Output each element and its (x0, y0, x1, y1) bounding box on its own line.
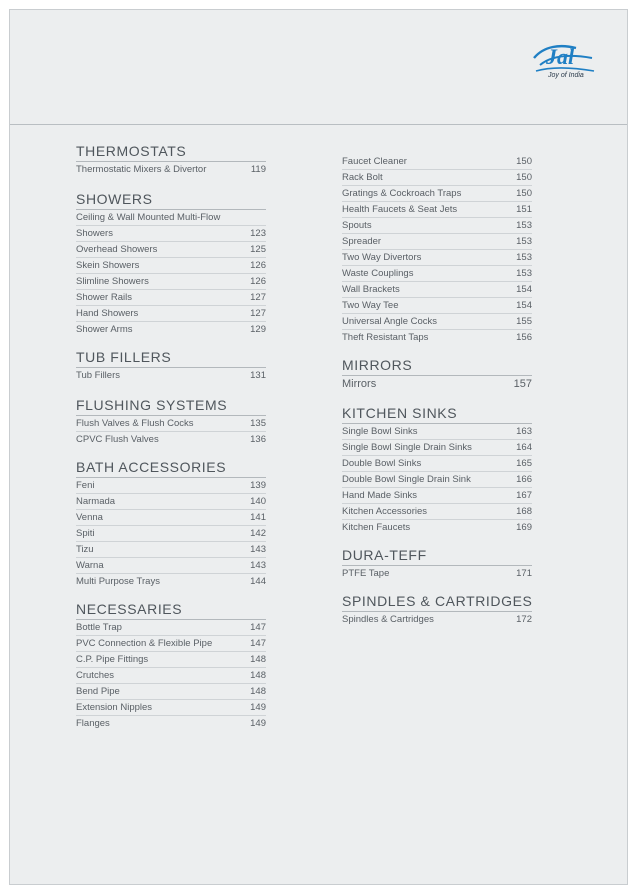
entry-page-number: 150 (516, 188, 532, 199)
entry-page-number: 149 (250, 718, 266, 729)
section-title: MIRRORS (342, 357, 532, 376)
section-spindles-cartridges (342, 593, 532, 627)
entry-title: Bend Pipe (76, 686, 120, 697)
toc-entry[interactable] (76, 368, 266, 383)
toc-entry[interactable] (342, 520, 532, 535)
entry-page-number: 157 (513, 378, 532, 390)
entry-page-number: 171 (516, 568, 532, 579)
toc-entry[interactable] (342, 202, 532, 218)
toc-entry[interactable] (342, 218, 532, 234)
toc-entry[interactable] (76, 226, 266, 242)
toc-entry[interactable] (342, 424, 532, 440)
entry-title: Two Way Tee (342, 300, 399, 311)
entry-page-number: 135 (250, 418, 266, 429)
entry-page-number: 154 (516, 284, 532, 295)
svg-text:Jal: Jal (546, 44, 575, 69)
entry-page-number: 142 (250, 528, 266, 539)
entry-title: Spreader (342, 236, 382, 247)
toc-entry[interactable] (342, 456, 532, 472)
section-title: KITCHEN SINKS (342, 405, 532, 424)
toc-entry[interactable] (76, 416, 266, 432)
section-tub-fillers (76, 349, 266, 383)
entry-title: Single Bowl Sinks (342, 426, 418, 437)
entry-title: Rack Bolt (342, 172, 383, 183)
toc-entry[interactable] (76, 258, 266, 274)
entry-title: Spouts (342, 220, 372, 231)
entry-page-number: 168 (516, 506, 532, 517)
toc-entry[interactable] (76, 478, 266, 494)
toc-entry[interactable] (342, 488, 532, 504)
entry-title: Tub Fillers (76, 370, 120, 381)
toc-entry[interactable] (76, 668, 266, 684)
entry-page-number: 140 (250, 496, 266, 507)
logo-tagline: Joy of India (548, 72, 584, 79)
entry-page-number: 149 (250, 702, 266, 713)
entry-title: Showers (76, 228, 113, 239)
toc-entry[interactable] (342, 376, 532, 391)
left-column (76, 143, 266, 731)
entry-title: Theft Resistant Taps (342, 332, 429, 343)
section-title: BATH ACCESSORIES (76, 459, 266, 478)
section-title: SHOWERS (76, 191, 266, 210)
entry-page-number: 119 (250, 164, 266, 175)
section-title: TUB FILLERS (76, 349, 266, 368)
entry-page-number: 153 (516, 268, 532, 279)
entry-page-number: 155 (516, 316, 532, 327)
entry-page-number: 156 (516, 332, 532, 343)
toc-entry[interactable] (76, 432, 266, 447)
toc-entry[interactable] (76, 542, 266, 558)
entry-page-number: 148 (250, 686, 266, 697)
jal-logo (530, 38, 600, 88)
entry-page-number: 125 (250, 244, 266, 255)
section-showers (76, 191, 266, 337)
entry-page-number: 172 (516, 614, 532, 625)
entry-title: Warna (76, 560, 104, 571)
entry-page-number: 163 (516, 426, 532, 437)
entry-title: Narmada (76, 496, 116, 507)
entry-title: Kitchen Faucets (342, 522, 411, 533)
toc-entry[interactable] (342, 504, 532, 520)
entry-page-number: 150 (516, 172, 532, 183)
entry-page-number: 153 (516, 236, 532, 247)
entry-page-number: 147 (250, 622, 266, 633)
entry-page-number: 153 (516, 252, 532, 263)
entry-title: Slimline Showers (76, 276, 149, 287)
toc-entry[interactable] (76, 574, 266, 589)
entry-title: Thermostatic Mixers & Divertor (76, 164, 207, 175)
entry-title: Gratings & Cockroach Traps (342, 188, 462, 199)
entry-title: Single Bowl Single Drain Sinks (342, 442, 472, 453)
entry-page-number: 164 (516, 442, 532, 453)
entry-title: Bottle Trap (76, 622, 122, 633)
toc-entry[interactable] (342, 298, 532, 314)
entry-title: Spiti (76, 528, 95, 539)
entry-title: Flanges (76, 718, 110, 729)
toc-entry[interactable] (76, 494, 266, 510)
toc-entry[interactable] (342, 314, 532, 330)
entry-title: CPVC Flush Valves (76, 434, 159, 445)
section-dura-teff (342, 547, 532, 581)
entry-page-number: 169 (516, 522, 532, 533)
toc-entry[interactable] (76, 306, 266, 322)
section-title: THERMOSTATS (76, 143, 266, 162)
entry-title: Mirrors (342, 378, 377, 390)
entry-title: Faucet Cleaner (342, 156, 407, 167)
toc-entry[interactable] (76, 290, 266, 306)
entry-title: Spindles & Cartridges (342, 614, 434, 625)
entry-page-number: 165 (516, 458, 532, 469)
entry-page-number: 148 (250, 670, 266, 681)
entry-page-number: 144 (250, 576, 266, 587)
entry-page-number: 127 (250, 308, 266, 319)
entry-title: C.P. Pipe Fittings (76, 654, 149, 665)
toc-entry[interactable] (342, 170, 532, 186)
entry-page-number: 153 (516, 220, 532, 231)
entry-title: Shower Arms (76, 324, 133, 335)
toc-entry[interactable] (76, 322, 266, 337)
entry-title: Extension Nipples (76, 702, 153, 713)
section-title: SPINDLES & CARTRIDGES (342, 593, 532, 612)
entry-title: Overhead Showers (76, 244, 158, 255)
entry-title: Hand Made Sinks (342, 490, 417, 501)
entry-title: Feni (76, 480, 95, 491)
entry-title: PTFE Tape (342, 568, 390, 579)
toc-entry[interactable] (76, 716, 266, 731)
toc-entry[interactable] (342, 566, 532, 581)
entry-title: Hand Showers (76, 308, 139, 319)
entry-page-number: 139 (250, 480, 266, 491)
entry-page-number: 126 (250, 276, 266, 287)
entry-title: Venna (76, 512, 103, 523)
entry-page-number: 126 (250, 260, 266, 271)
section-flushing-systems (76, 397, 266, 447)
entry-page-number: 167 (516, 490, 532, 501)
entry-page-number: 141 (250, 512, 266, 523)
entry-page-number: 129 (250, 324, 266, 335)
toc-entry[interactable] (76, 526, 266, 542)
section-bath-accessories (76, 459, 266, 589)
entry-page-number: 131 (250, 370, 266, 381)
section-necessaries (76, 601, 266, 731)
toc-entry[interactable] (76, 274, 266, 290)
entry-page-number: 143 (250, 544, 266, 555)
entry-title: Double Bowl Sinks (342, 458, 422, 469)
entry-page-number: 154 (516, 300, 532, 311)
section-subhead: Ceiling & Wall Mounted Multi-Flow (76, 210, 266, 226)
entry-page-number: 166 (516, 474, 532, 485)
toc-entry[interactable] (342, 266, 532, 282)
entry-title: PVC Connection & Flexible Pipe (76, 638, 213, 649)
header-divider (10, 124, 627, 125)
toc-entry[interactable] (342, 154, 532, 170)
entry-title: Two Way Divertors (342, 252, 422, 263)
toc-entry[interactable] (76, 242, 266, 258)
entry-title: Flush Valves & Flush Cocks (76, 418, 194, 429)
toc-entry[interactable] (76, 700, 266, 716)
entry-page-number: 147 (250, 638, 266, 649)
section-mirrors (342, 357, 532, 391)
toc-entry[interactable] (342, 472, 532, 488)
section-title: NECESSARIES (76, 601, 266, 620)
section-title: FLUSHING SYSTEMS (76, 397, 266, 416)
section-kitchen-sinks (342, 405, 532, 535)
right-column (342, 154, 532, 627)
entry-title: Crutches (76, 670, 115, 681)
toc-entry[interactable] (76, 510, 266, 526)
section-title: DURA-TEFF (342, 547, 532, 566)
toc-entry[interactable] (342, 612, 532, 627)
entry-title: Wall Brackets (342, 284, 400, 295)
entry-title: Skein Showers (76, 260, 140, 271)
toc-entry[interactable] (76, 684, 266, 700)
entry-page-number: 123 (250, 228, 266, 239)
entry-page-number: 136 (250, 434, 266, 445)
entry-title: Shower Rails (76, 292, 132, 303)
entry-page-number: 143 (250, 560, 266, 571)
toc-entry[interactable] (76, 558, 266, 574)
entry-title: Waste Couplings (342, 268, 414, 279)
toc-entry[interactable] (342, 234, 532, 250)
toc-entry[interactable] (76, 652, 266, 668)
toc-entry[interactable] (342, 330, 532, 345)
entry-page-number: 150 (516, 156, 532, 167)
toc-entry[interactable] (342, 282, 532, 298)
entry-page-number: 148 (250, 654, 266, 665)
entry-title: Tizu (76, 544, 94, 555)
section-thermostats (76, 143, 266, 177)
entry-title: Multi Purpose Trays (76, 576, 160, 587)
toc-entry[interactable] (76, 636, 266, 652)
entry-title: Universal Angle Cocks (342, 316, 438, 327)
toc-entry[interactable] (342, 440, 532, 456)
toc-entry[interactable] (76, 620, 266, 636)
toc-entry[interactable] (342, 186, 532, 202)
toc-entry[interactable] (76, 162, 266, 177)
entry-page-number: 127 (250, 292, 266, 303)
entry-title: Kitchen Accessories (342, 506, 428, 517)
entry-page-number: 151 (516, 204, 532, 215)
toc-entry[interactable] (342, 250, 532, 266)
entry-title: Double Bowl Single Drain Sink (342, 474, 471, 485)
entry-title: Health Faucets & Seat Jets (342, 204, 458, 215)
section-right-continued (342, 154, 532, 345)
